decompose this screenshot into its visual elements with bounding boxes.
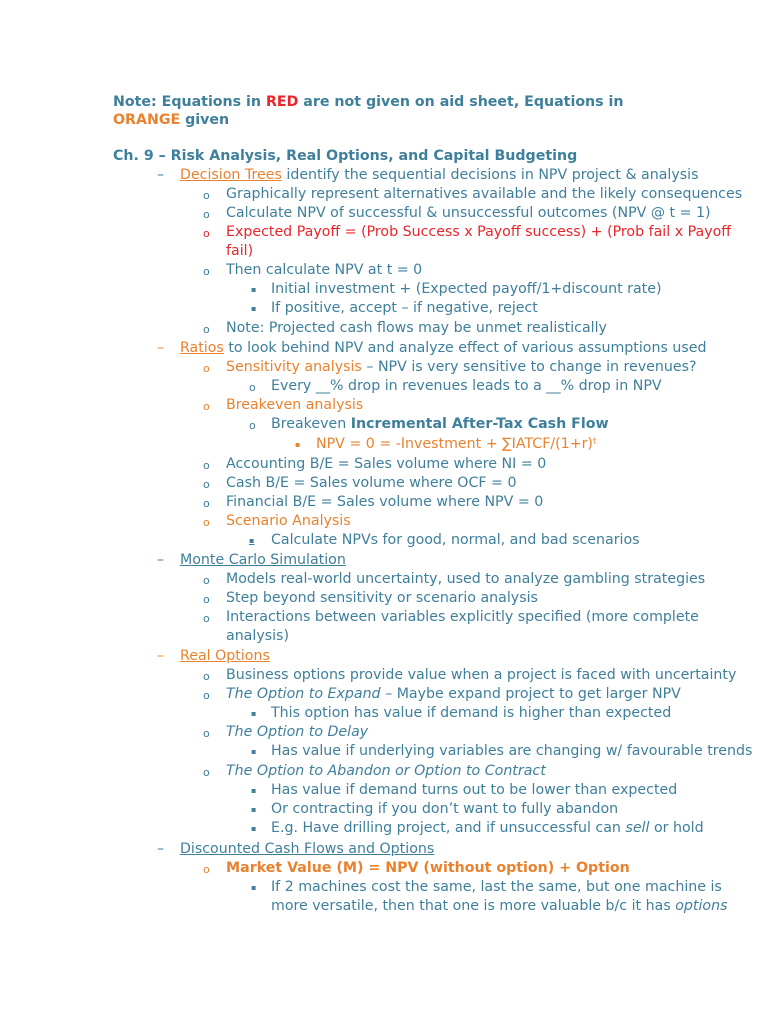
note-orange-word: ORANGE: [113, 112, 181, 128]
scenario-label: Scenario Analysis: [226, 513, 351, 529]
square-bullet: ▪: [251, 824, 257, 833]
decision-trees-rest: identify the sequential decisions in NPV project & analysis: [281, 167, 699, 183]
note-suffix: given: [180, 112, 230, 128]
circle-bullet: o: [203, 670, 210, 683]
circle-bullet: o: [203, 265, 210, 278]
circle-bullet: o: [249, 381, 256, 394]
circle-bullet: o: [203, 459, 210, 472]
option-abandon-sub-1: Has value if demand turns out to be lower than expected: [271, 782, 678, 798]
decision-trees-item-5: Note: Projected cash flows may be unmet realistically: [226, 320, 607, 336]
monte-carlo-item-3-line-1: Interactions between variables explicitly specified (more complete: [226, 609, 699, 625]
breakeven-label: Breakeven analysis: [226, 397, 364, 413]
npv-formula: NPV = 0 = -Investment + ∑IATCF/(1+r)ᵗ: [316, 436, 598, 452]
circle-bullet: o: [249, 419, 256, 432]
dash-bullet: –: [157, 167, 164, 183]
note-line-1: [113, 93, 624, 112]
decision-trees-item-1: Graphically represent alternatives available and the likely consequences: [226, 186, 743, 202]
ratios-label: Ratios: [180, 340, 224, 356]
square-bullet: ▪: [251, 285, 257, 294]
dash-bullet: –: [157, 648, 164, 664]
ratios-line: [180, 339, 707, 358]
square-bullet: ▪: [251, 883, 257, 892]
circle-bullet: o: [203, 766, 210, 779]
square-bullet: ▪: [251, 709, 257, 718]
breakeven-sub-prefix: Breakeven: [271, 416, 351, 432]
circle-bullet: o: [203, 497, 210, 510]
note-middle: are not given on aid sheet, Equations in: [298, 94, 624, 110]
abandon-sub3-italic: sell: [625, 820, 650, 836]
cash-be: Cash B/E = Sales volume where OCF = 0: [226, 475, 517, 491]
circle-bullet: o: [203, 227, 210, 240]
mv-sub-prefix: more versatile, then that one is more valuable b/c it has: [271, 898, 676, 914]
dcf-options-label: Discounted Cash Flows and Options: [180, 841, 435, 857]
real-options-label: Real Options: [180, 648, 270, 664]
sensitivity-line: [226, 358, 697, 377]
option-expand-rest: – Maybe expand project to get larger NPV: [380, 686, 681, 702]
decision-trees-item-2: Calculate NPV of successful & unsuccessful outcomes (NPV @ t = 1): [226, 205, 711, 221]
circle-bullet: o: [203, 189, 210, 202]
dash-bullet: –: [157, 340, 164, 356]
circle-bullet: o: [203, 323, 210, 336]
decision-trees-item-4: Then calculate NPV at t = 0: [226, 262, 423, 278]
scenario-sub: Calculate NPVs for good, normal, and bad scenarios: [271, 532, 640, 548]
sensitivity-sub: Every __% drop in revenues leads to a __% drop in NPV: [271, 378, 662, 394]
circle-bullet: o: [203, 574, 210, 587]
breakeven-sub-bold: Incremental After-Tax Cash Flow: [350, 416, 609, 432]
option-abandon-sub-2: Or contracting if you don’t want to fully abandon: [271, 801, 619, 817]
option-delay-sub: Has value if underlying variables are changing w/ favourable trends: [271, 743, 753, 759]
option-abandon-sub-3: [271, 819, 704, 838]
note-line-2: [113, 111, 229, 130]
expected-payoff-line-2: fail): [226, 243, 254, 259]
circle-bullet: o: [203, 208, 210, 221]
abandon-sub3-suffix: or hold: [649, 820, 704, 836]
square-bullet: ▪: [249, 536, 255, 545]
decision-trees-line: [180, 166, 698, 185]
decision-trees-sub-1: Initial investment + (Expected payoff/1+discount rate): [271, 281, 662, 297]
breakeven-sub: [271, 415, 609, 434]
option-expand-sub: This option has value if demand is higher than expected: [271, 705, 672, 721]
dash-bullet: –: [157, 552, 164, 568]
real-options-item-1: Business options provide value when a project is faced with uncertainty: [226, 667, 737, 683]
option-abandon-label: The Option to Abandon or Option to Contract: [226, 763, 546, 779]
square-bullet: ▪: [251, 747, 257, 756]
square-bullet: ▪: [251, 786, 257, 795]
option-delay-label: The Option to Delay: [226, 724, 369, 740]
dash-bullet: –: [157, 841, 164, 857]
expected-payoff-line-1: Expected Payoff = (Prob Success x Payoff success) + (Prob fail x Payoff: [226, 224, 732, 240]
option-expand-line: [226, 685, 681, 704]
market-value-sub-line-1: If 2 machines cost the same, last the same, but one machine is: [271, 879, 722, 895]
monte-carlo-label: Monte Carlo Simulation: [180, 552, 346, 568]
decision-trees-sub-2: If positive, accept – if negative, reject: [271, 300, 538, 316]
monte-carlo-item-1: Models real-world uncertainty, used to analyze gambling strategies: [226, 571, 706, 587]
monte-carlo-item-3-line-2: analysis): [226, 628, 289, 644]
circle-bullet: o: [203, 612, 210, 625]
accounting-be: Accounting B/E = Sales volume where NI = 0: [226, 456, 547, 472]
circle-bullet: o: [203, 689, 210, 702]
option-expand-label: The Option to Expand: [226, 686, 381, 702]
market-value-formula: Market Value (M) = NPV (without option) + Option: [226, 860, 630, 876]
financial-be: Financial B/E = Sales volume where NPV = 0: [226, 494, 544, 510]
abandon-sub3-prefix: E.g. Have drilling project, and if unsuccessful can: [271, 820, 626, 836]
note-prefix: Note: Equations in: [113, 94, 266, 110]
circle-bullet: o: [203, 593, 210, 606]
sensitivity-label: Sensitivity analysis: [226, 359, 362, 375]
square-bullet: ▪: [251, 304, 257, 313]
mv-sub-italic: options: [675, 898, 728, 914]
ratios-rest: to look behind NPV and analyze effect of various assumptions used: [223, 340, 707, 356]
circle-bullet: o: [203, 727, 210, 740]
circle-bullet: o: [203, 400, 210, 413]
decision-trees-label: Decision Trees: [180, 167, 282, 183]
sensitivity-rest: – NPV is very sensitive to change in revenues?: [361, 359, 697, 375]
chapter-title: Ch. 9 – Risk Analysis, Real Options, and Capital Budgeting: [113, 148, 578, 164]
circle-bullet: o: [203, 478, 210, 491]
market-value-sub-line-2: [271, 897, 727, 916]
circle-bullet: o: [203, 516, 210, 529]
circle-bullet: o: [203, 362, 210, 375]
monte-carlo-item-2: Step beyond sensitivity or scenario analysis: [226, 590, 538, 606]
note-red-word: RED: [265, 94, 299, 110]
square-bullet: ▪: [251, 805, 257, 814]
circle-bullet: o: [203, 863, 210, 876]
square-bullet: ▪: [295, 440, 301, 449]
